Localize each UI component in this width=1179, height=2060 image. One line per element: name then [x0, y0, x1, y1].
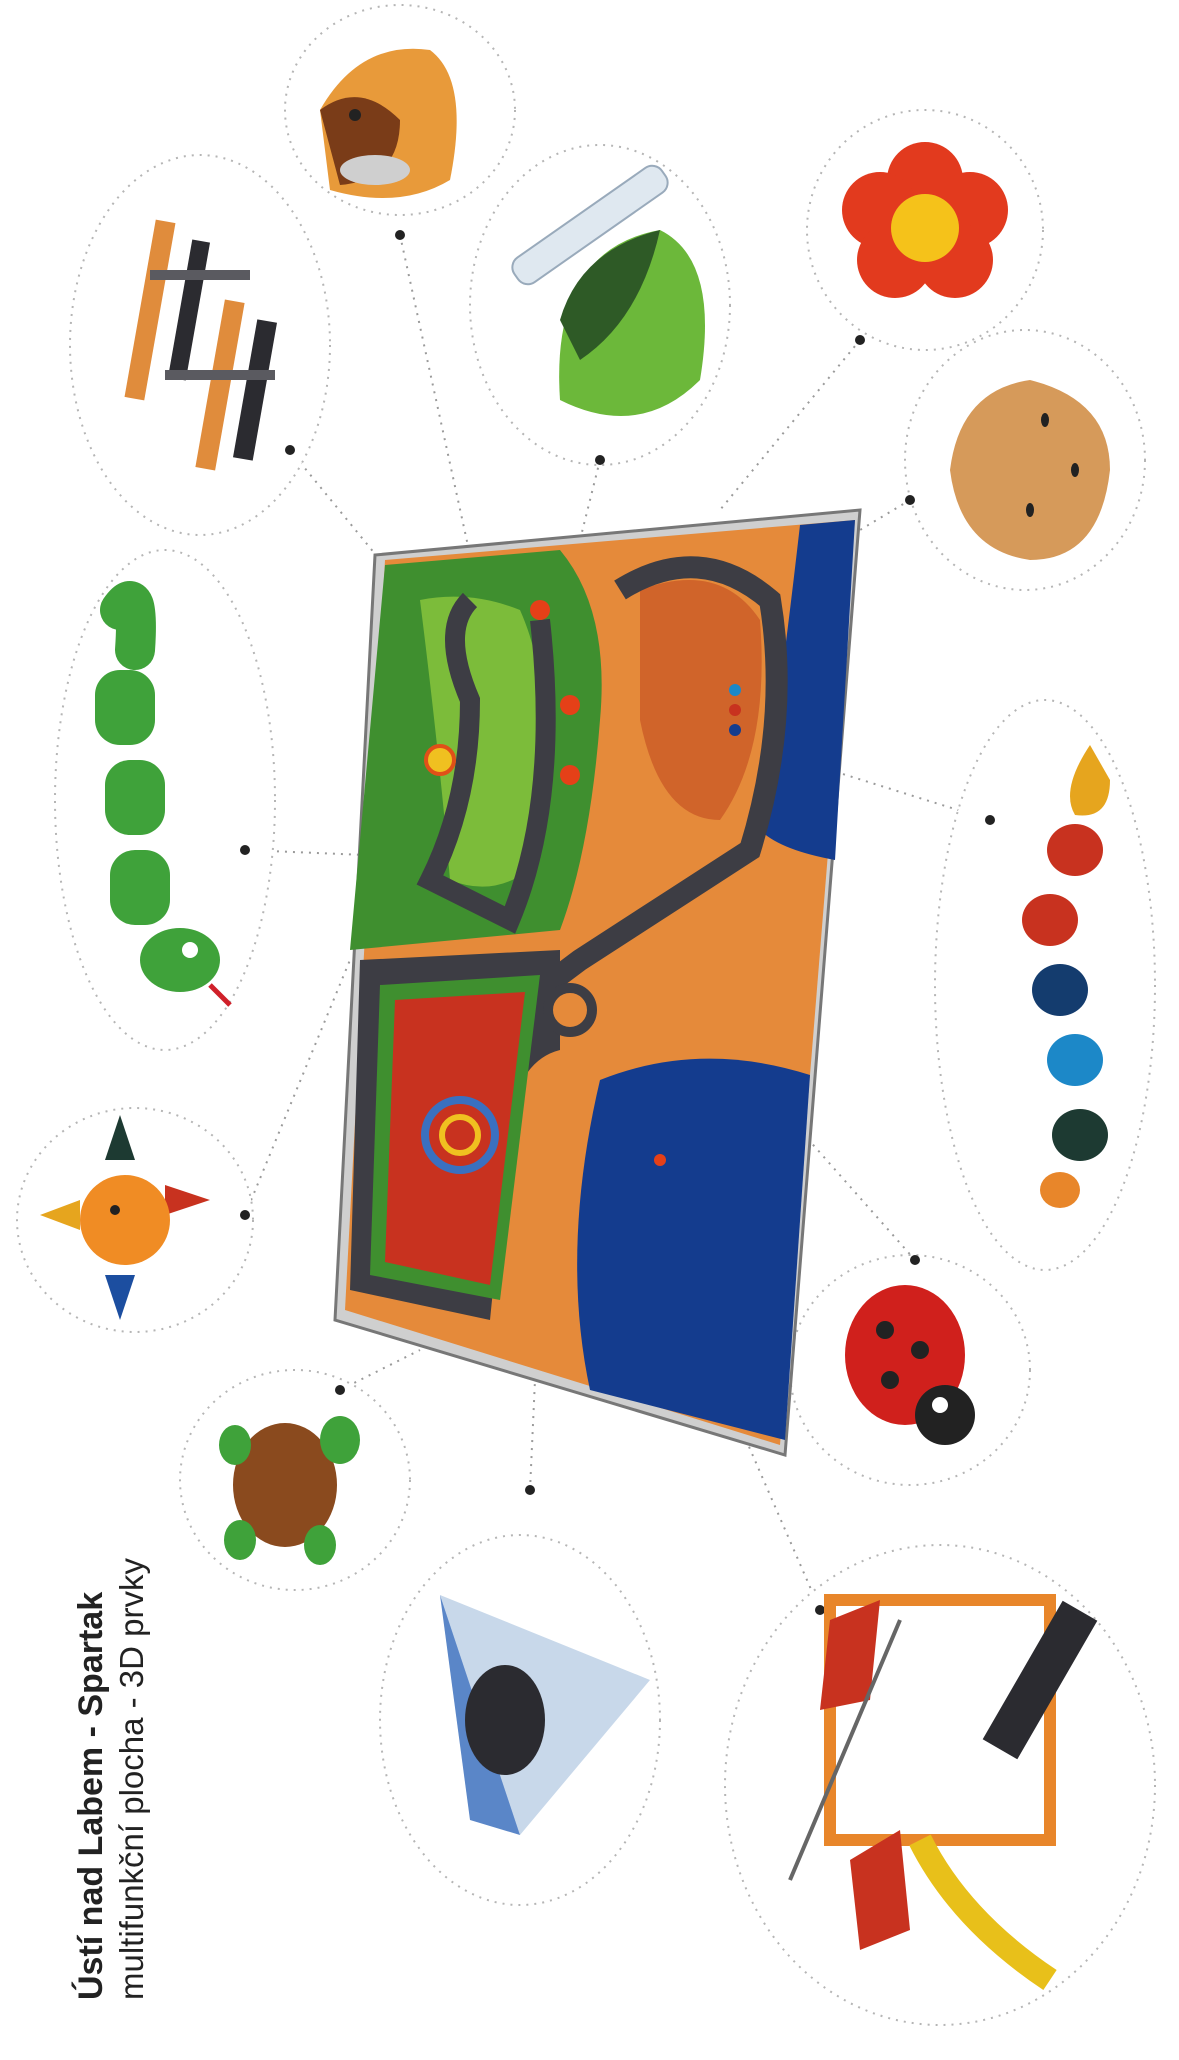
playground-mat: [335, 510, 860, 1455]
caption: [70, 1558, 152, 2000]
caption-title: Ústí nad Labem - Spartak: [72, 1591, 110, 2000]
caption-subtitle: multifunkční plocha - 3D prvky: [113, 1557, 150, 2000]
